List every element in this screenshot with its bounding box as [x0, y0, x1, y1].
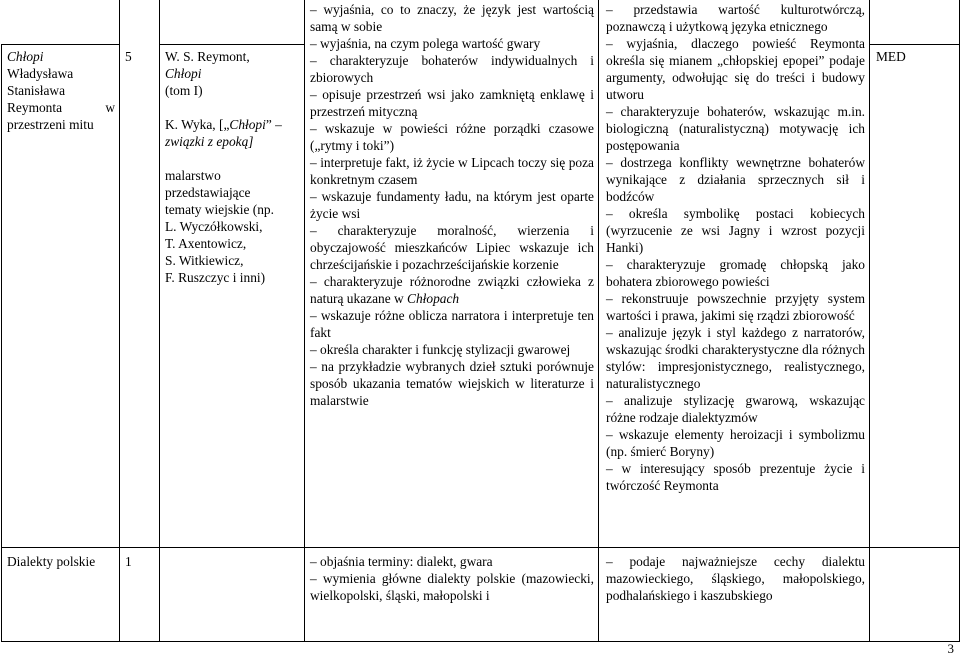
media-label: MED: [876, 49, 906, 64]
readings-cell: [165, 48, 301, 286]
requirement-item: – charakteryzuje moralność, wierzenia i obyczajowość mieszkańców Lipiec wskazuje ich chrześcijańskie i pozachrześcijańskie korzenie: [310, 222, 594, 273]
column-divider: [159, 0, 160, 641]
table-border-bottom: [1, 641, 960, 642]
hours-value: 5: [125, 49, 132, 64]
requirement-item: – rekonstruuje powszechnie przyjęty system wartości i prawa, jakimi się rządzi zbiorowość: [606, 290, 865, 324]
topic-line: przestrzeni mitu: [7, 117, 94, 132]
topic-cell: [7, 48, 115, 133]
requirement-item: – analizuje język i styl każdego z narratorów, wskazując środki charakterystyczne dla różnych stylów: impresjonistycznego, realistycznego, naturalistycznego: [606, 324, 865, 392]
requirement-item: – wskazuje w powieści różne porządki czasowe („rytmy i toki”): [310, 120, 594, 154]
art-line: tematy wiejskie (np.: [165, 202, 274, 217]
topic-title: Dialekty polskie: [7, 554, 96, 569]
reading-critic: K. Wyka, [„Chłopi” –: [165, 117, 282, 132]
art-line: malarstwo: [165, 168, 221, 183]
topic-line: Władysława: [7, 66, 74, 81]
extended-requirements-cell: [606, 553, 865, 604]
topic-cell: [7, 553, 157, 570]
column-divider: [304, 0, 305, 641]
row-divider: [1, 44, 119, 45]
row-divider: [1, 547, 960, 548]
requirement-item: – charakteryzuje bohaterów, wskazując m.in. biologiczną (naturalistyczną) motywację ich postępowania: [606, 103, 865, 154]
requirement-item: – dostrzega konflikty wewnętrzne bohaterów wynikające z działania sprzecznych sił i bodźców: [606, 154, 865, 205]
requirement-item: – przedstawia wartość kulturotwórczą, poznawczą i użytkową języka etnicznego: [606, 1, 865, 35]
column-divider: [119, 0, 120, 641]
requirement-item: – określa charakter i funkcję stylizacji gwarowej: [310, 341, 594, 358]
reading-title: Chłopi: [165, 66, 202, 81]
column-divider: [598, 0, 599, 641]
reading-critic-title: związki z epoką]: [165, 134, 254, 149]
requirement-item: – objaśnia terminy: dialekt, gwara: [310, 553, 594, 570]
requirement-item: – wymienia główne dialekty polskie (mazowiecki, wielkopolski, śląski, małopolski i: [310, 570, 594, 604]
requirement-item: – wyjaśnia, co to znaczy, że język jest wartością samą w sobie: [310, 1, 594, 35]
basic-requirements-cell: [310, 1, 594, 409]
requirement-item: – na przykładzie wybranych dzieł sztuki porównuje sposób ukazania tematów wiejskich w literaturze i malarstwie: [310, 358, 594, 409]
topic-line: Stanisława: [7, 83, 66, 98]
requirement-item: – w interesujący sposób prezentuje życie i twórczość Reymonta: [606, 460, 865, 494]
requirement-item: – wskazuje różne oblicza narratora i interpretuje ten fakt: [310, 307, 594, 341]
topic-line: Reymonta: [7, 100, 63, 115]
art-line: S. Witkiewicz,: [165, 253, 244, 268]
requirement-item: – wyjaśnia, dlaczego powieść Reymonta określa się mianem „chłopskiej epopei” podaje argumenty, odwołując się do treści i budowy utworu: [606, 35, 865, 103]
requirement-item: – opisuje przestrzeń wsi jako zamkniętą enklawę i przestrzeń mityczną: [310, 86, 594, 120]
art-line: F. Ruszczyc i inni): [165, 270, 266, 285]
table-border-left: [1, 44, 2, 641]
requirement-item: – interpretuje fakt, iż życie w Lipcach toczy się poza konkretnym czasem: [310, 154, 594, 188]
row-divider: [159, 44, 304, 45]
art-line: L. Wyczółkowski,: [165, 219, 263, 234]
topic-line: Chłopi: [7, 49, 44, 64]
art-line: przedstawiające: [165, 185, 251, 200]
reading-author: W. S. Reymont,: [165, 49, 250, 64]
requirement-item: – wskazuje elementy heroizacji i symbolizmu (np. śmierć Boryny): [606, 426, 865, 460]
hours-value: 1: [125, 554, 132, 569]
requirement-item: – charakteryzuje bohaterów indywidualnych i zbiorowych: [310, 52, 594, 86]
requirement-item: – wskazuje fundamenty ładu, na którym jest oparte życie wsi: [310, 188, 594, 222]
column-divider: [869, 0, 870, 641]
hours-cell: [125, 553, 132, 570]
requirement-item: – charakteryzuje różnorodne związki człowieka z naturą ukazane w Chłopach: [310, 273, 594, 307]
requirement-item: – określa symbolikę postaci kobiecych (wyrzucenie ze wsi Jagny i wzrost pozycji Hanki): [606, 205, 865, 256]
art-line: T. Axentowicz,: [165, 236, 247, 251]
reading-volume: (tom I): [165, 83, 203, 98]
requirement-item: – charakteryzuje gromadę chłopską jako bohatera zbiorowego powieści: [606, 256, 865, 290]
topic-line: w: [105, 100, 115, 115]
extended-requirements-cell: [606, 1, 865, 494]
basic-requirements-cell: [310, 553, 594, 604]
media-cell: [876, 48, 906, 65]
row-divider: [869, 44, 960, 45]
requirement-item: – wyjaśnia, na czym polega wartość gwary: [310, 35, 594, 52]
hours-cell: [125, 48, 132, 65]
requirement-item: – analizuje stylizację gwarową, wskazując różne rodzaje dialektyzmów: [606, 392, 865, 426]
requirement-item: – podaje najważniejsze cechy dialektu mazowieckiego, śląskiego, małopolskiego, podhalańskiego i kaszubskiego: [606, 553, 865, 604]
page-number: 3: [947, 641, 954, 656]
